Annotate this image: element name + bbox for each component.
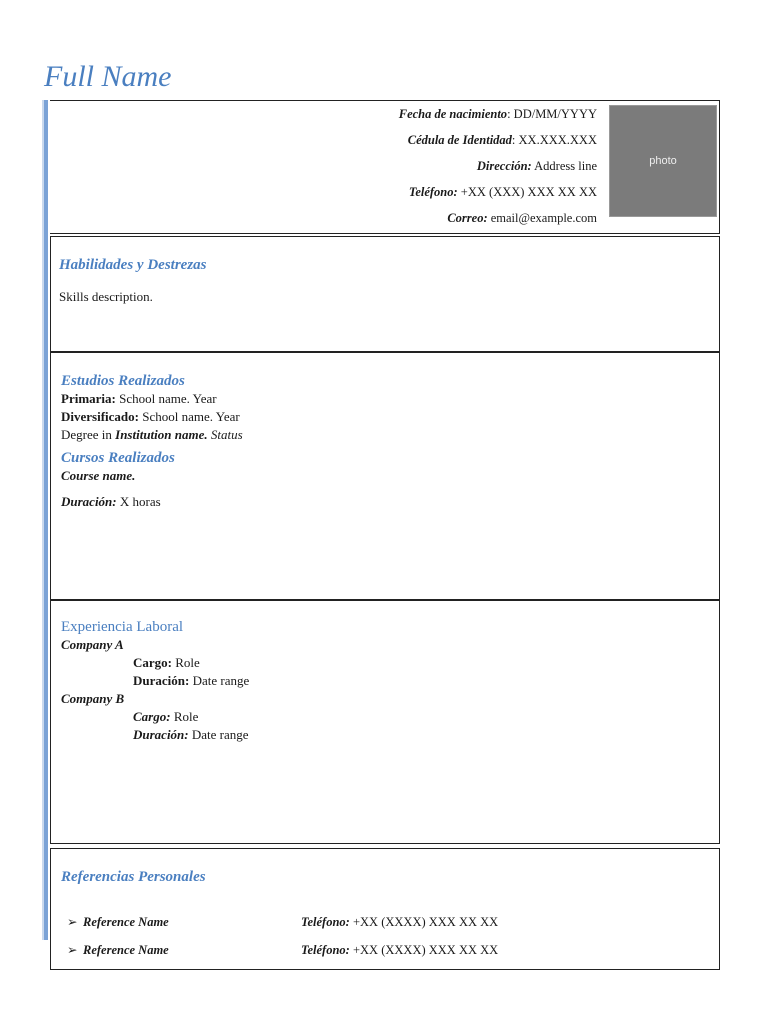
birth-date-line: Fecha de nacimiento: DD/MM/YYYY [398, 107, 597, 121]
references-list [61, 908, 709, 964]
profile-photo: photo [609, 105, 717, 217]
job-role: Cargo: Role [133, 709, 199, 724]
job-company: Company B [61, 691, 125, 706]
personal-info-box [50, 100, 720, 234]
skills-text: Skills description. [59, 289, 153, 304]
arrow-bullet-icon: ➢ [67, 915, 78, 929]
education-section [50, 352, 720, 600]
skills-title: Habilidades y Destrezas [59, 257, 207, 273]
education-item: Primaria: School name. Year [61, 391, 217, 406]
job-role: Cargo: Role [133, 655, 200, 670]
reference-phone: Teléfono: +XX (XXXX) XXX XX XX [301, 943, 499, 957]
reference-item [61, 936, 709, 964]
reference-name: Reference Name [83, 943, 169, 957]
reference-name: Reference Name [83, 915, 169, 929]
job-company: Company A [61, 637, 124, 652]
references-section [50, 848, 720, 970]
phone-line: Teléfono: +XX (XXX) XXX XX XX [408, 185, 597, 199]
experience-section [50, 600, 720, 844]
experience-title: Experiencia Laboral [61, 619, 184, 635]
email-line: Correo: email@example.com [447, 211, 597, 225]
education-title: Estudios Realizados [61, 373, 185, 389]
arrow-bullet-icon: ➢ [67, 943, 78, 957]
id-number-line: Cédula de Identidad: XX.XXX.XXX [407, 133, 597, 147]
course-name: Course name. [61, 468, 136, 483]
left-accent-bar [42, 100, 48, 940]
references-title: Referencias Personales [61, 869, 206, 885]
course-duration: Duración: X horas [61, 494, 161, 509]
courses-title: Cursos Realizados [61, 450, 175, 466]
job-duration: Duración: Date range [133, 727, 249, 742]
education-item: Diversificado: School name. Year [61, 409, 240, 424]
reference-item [61, 908, 709, 936]
candidate-name: Full Name [44, 60, 172, 93]
education-degree: Degree in Institution name. Status [61, 427, 243, 442]
skills-section [50, 236, 720, 352]
address-line: Dirección: Address line [476, 159, 597, 173]
reference-phone: Teléfono: +XX (XXXX) XXX XX XX [301, 915, 499, 929]
job-duration: Duración: Date range [133, 673, 250, 688]
